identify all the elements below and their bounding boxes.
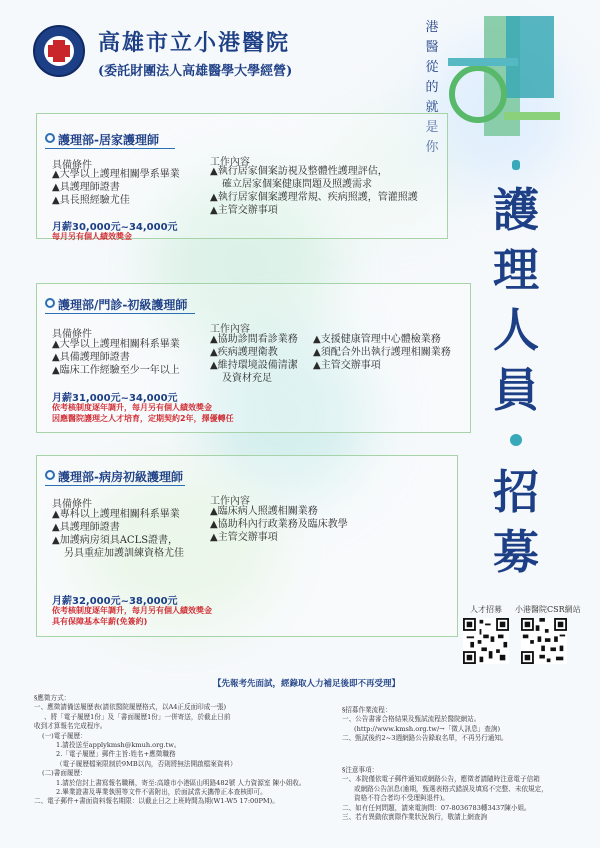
list-item: ▲協助診間看診業務 [210,334,298,345]
list-item: 確立居家個案健康問題及照護需求 [222,179,372,190]
duties-list [210,165,418,217]
recruit-char: 招 [493,465,539,519]
salary-note: 依考核制度逐年調升，每月另有個人績效獎金 [52,403,212,412]
requirements-heading: 具備條件 [52,499,92,510]
salary: 月薪31,000元~34,000元 [52,393,178,404]
notice-line: 三、若有異動依實際作業狀況執行，敬請上網查詢 [342,813,488,822]
salary: 月薪32,000元~38,000元 [52,596,178,607]
hospital-name: 高雄市立小港醫院 [98,30,291,56]
notice-line: 二、如有任何問題，請來電詢問：07-8036783轉3437陳小姐。 [342,803,531,812]
apply-line: 2.「電子履歷」郵件主旨:姓名+應徵職務 [56,750,176,759]
job-title: 護理部-病房初級護理師 [58,470,183,484]
salary: 月薪30,000元~34,000元 [52,222,178,233]
duties-heading: 工作內容 [210,157,250,168]
list-item: ▲維持環境設備清潔 [210,360,298,371]
title-underline [45,485,185,486]
requirements-heading: 具備條件 [52,160,92,171]
list-item: ▲執行居家個案訪視及整體性護理評估， [210,166,388,177]
list-item: ▲支援健康管理中心體檢業務 [313,334,441,345]
apply-line: (二)書面履歷： [42,769,87,778]
job-title: 護理部/門診-初級護理師 [58,298,188,312]
notice-line: 一、本院僅依電子郵件通知或網路公告，應徵者請隨時注意電子信箱 [342,775,540,784]
apply-line: 2.畢業證書及專業執照等文件不需附出，於面試當天攜帶正本查核即可。 [56,788,267,797]
notice-heading: §注意事項： [342,766,379,774]
list-item: ▲協助科內行政業務及臨床教學 [210,519,348,530]
recruit-char: 人 [493,303,539,357]
notice-banner: 【先報考先面試，經錄取人力補足後即不再受理】 [213,679,401,689]
title-underline [45,313,195,314]
duties-list-2 [313,333,451,372]
apply-line: 二、電子郵件+書面資料報名期限：以截止日之上班時間為期(W1-W5 17:00PM)。 [34,797,279,806]
list-item: ▲臨床病人照護相關業務 [210,506,318,517]
qr-label: 人才招募 [470,605,502,614]
notice-line: 資格不符合者均不受理與退件)。 [354,794,449,803]
recruit-char: 護 [493,183,539,237]
list-item: ▲專科以上護理相關科系畢業 [52,509,180,520]
apply-line: 1.請於信封上書寫報名職稱，寄至:高雄市小港區山明路482號 人力資源室 陳小姐收。 [56,778,306,787]
duties-list [210,333,298,385]
process-line: (http://www.kmsh.org.tw/→「徵人訊息」查詢) [354,724,501,733]
salary-note: 每月另有個人績效獎金 [52,232,132,241]
hospital-subtitle: (委託財團法人高雄醫學大學經營) [98,64,293,79]
list-item: ▲須配合外出執行護理相關業務 [313,347,451,358]
recruit-char: 募 [493,525,539,579]
list-item: ▲具長照經驗尤佳 [52,195,130,206]
process-line: 二、甄試後約2~3週網路公告錄取名單，不再另行通知。 [342,734,508,743]
list-item: ▲主管交辦事項 [210,205,278,216]
recruit-char: 理 [493,243,539,297]
title-underline [45,148,175,149]
qr-label: 小港醫院CSR網站 [515,605,581,614]
salary-note: 因應醫院護理之人才培育，定期契約2年，擇優轉任 [52,414,234,423]
list-item: ▲具備護理師證書 [52,352,130,363]
list-item: 另具重症加護訓練資格尤佳 [64,548,184,559]
logo-year: 1998 [48,68,64,75]
list-item: ▲具護理師證書 [52,182,120,193]
list-item: ▲疾病護理衛教 [210,347,278,358]
apply-line: 1.請投送至applykmsh@kmuh.org.tw。 [56,741,181,750]
recruit-vertical-title [486,160,546,582]
salary-note: 依考核制度逐年調升，每月另有個人績效獎金 [52,606,212,615]
apply-line: （電子履歷檔案限制於9MB以內，否則將無法開啟檔案資料） [56,759,237,768]
decorative-dot [510,434,522,446]
list-item: ▲臨床工作經驗至少一年以上 [52,365,180,376]
process-line: 一、公告書審合格結果及甄試流程於醫院網站。 [342,715,481,724]
requirements-heading: 具備條件 [52,329,92,340]
apply-line: 收到才算報名完成程序。 [34,722,107,731]
list-item: ▲具護理師證書 [52,522,120,533]
list-item: ▲大學以上護理相關學系畢業 [52,169,180,180]
apply-line: (一)電子履歷： [42,731,87,740]
apply-line: 、將「電子履歷1份」及「書面履歷1份」一併寄送，於截止日前 [44,712,231,721]
requirements-list [52,338,180,377]
qr-code-csr-website[interactable] [521,618,567,664]
job-title: 護理部-居家護理師 [58,133,159,147]
decorative-dot [512,160,520,170]
duties-heading: 工作內容 [210,496,250,507]
requirements-list [52,168,180,207]
decorative-graphic [448,16,564,146]
list-item: ▲大學以上護理相關科系畢業 [52,339,180,350]
process-heading: §招募作業流程： [342,706,392,714]
duties-list [210,505,348,544]
process-section [342,706,508,744]
notice-line: 或網路公告訊息(逾期，甄選表格式錯誤及填寫不完整、未依規定， [354,784,548,793]
salary-note: 具有保障基本年薪(免簽約) [52,617,148,626]
qr-code-recruit[interactable] [463,618,509,664]
list-item: ▲執行居家個案護理常規、疾病照護，管灌照護 [210,192,418,203]
list-item: 及資材充足 [222,373,272,384]
duties-heading: 工作內容 [210,324,250,335]
list-item: ▲主管交辦事項 [313,360,381,371]
apply-heading: §應徵方式： [34,694,71,702]
list-item: ▲加護病房須具ACLS證書， [52,535,179,546]
recruit-char: 員 [493,363,539,417]
list-item: ▲主管交辦事項 [210,532,278,543]
apply-section [34,694,305,807]
notice-section [342,766,548,822]
apply-line: 一、應徵請備送履歷表(請依醫院履歷格式，以A4正反面印成一張) [34,703,227,712]
requirements-list [52,508,184,560]
tagline-vertical: 港醫從的就是你 [425,20,439,155]
